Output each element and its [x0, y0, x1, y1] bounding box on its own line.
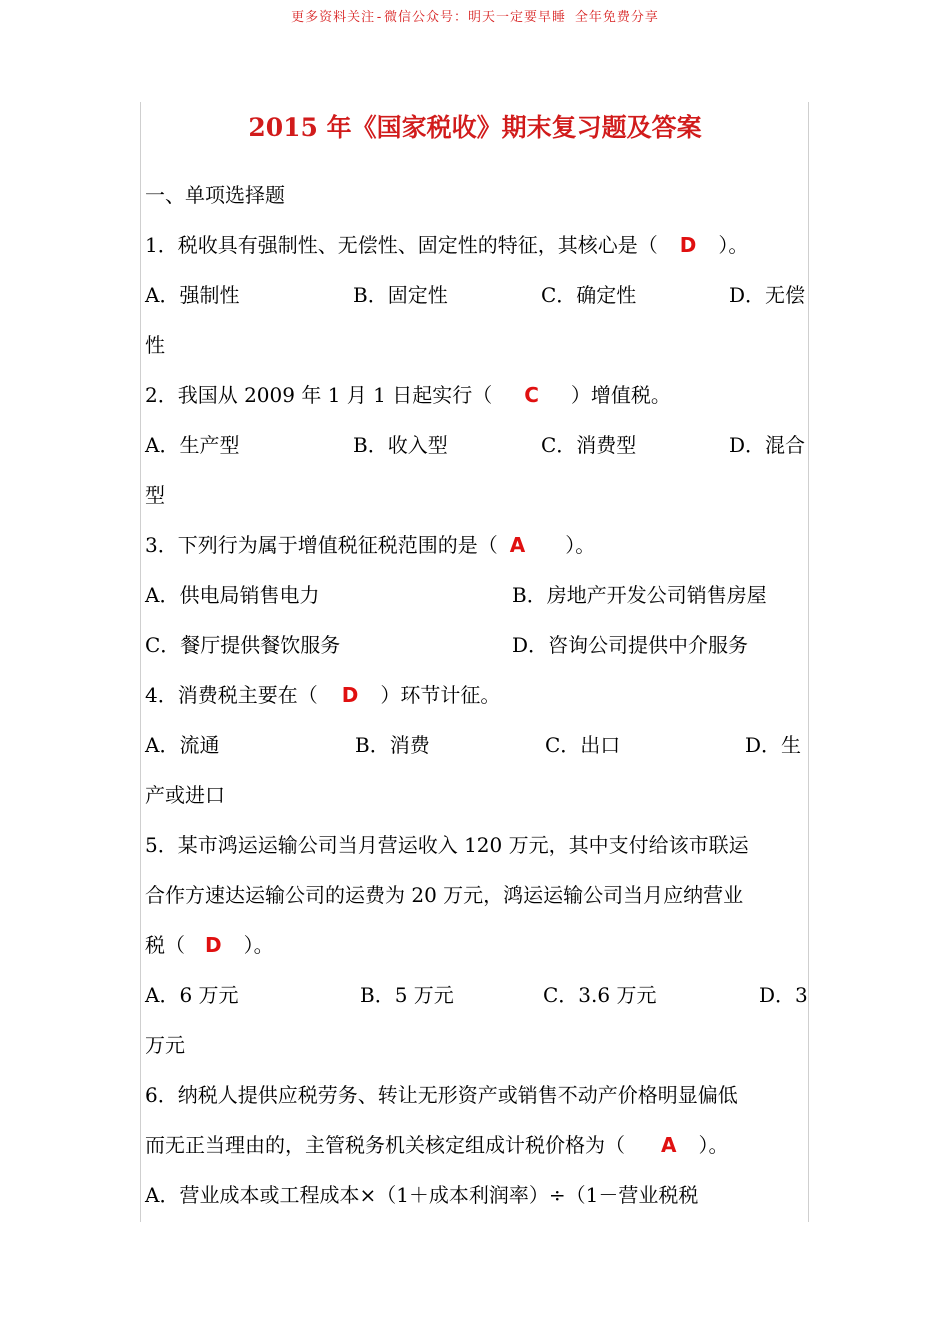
question-4-options [145, 730, 805, 760]
question-6-stem: 而无正当理由的，主管税务机关核定组成计税价格为（ A ）。 [145, 1133, 729, 1157]
question-3-options-row1 [145, 580, 805, 610]
question-3-stem: 3．下列行为属于增值税征税范围的是（ A ）。 [145, 533, 596, 557]
option: A．供电局销售电力 [145, 583, 320, 607]
question-3-options-row2 [145, 630, 805, 660]
question-4-stem: 4．消费税主要在（ D ）环节计征。 [145, 683, 501, 707]
document-title: 2015 年《国家税收》期末复习题及答案 [248, 113, 702, 142]
option: D．混合 [729, 433, 806, 457]
question-6-option-a [145, 1180, 805, 1210]
question-5-wrap: 万元 [145, 1033, 185, 1057]
question-5-stem-line: 合作方速达运输公司的运费为 20 万元，鸿运运输公司当月应纳营业 [145, 883, 744, 907]
option: C．出口 [545, 733, 621, 757]
answer-1: D [679, 233, 697, 257]
answer-2: C [524, 383, 539, 407]
question-2-stem: 2．我国从 2009 年 1 月 1 日起实行（ C ）增值税。 [145, 383, 671, 407]
option: A．6 万元 [145, 983, 239, 1007]
option: D．咨询公司提供中介服务 [512, 633, 749, 657]
option: B．房地产开发公司销售房屋 [512, 583, 767, 607]
answer-4: D [341, 683, 359, 707]
question-5-options [145, 980, 808, 1010]
option: D．3 [759, 983, 808, 1007]
answer-3: A [509, 533, 526, 557]
answer-5: D [205, 933, 222, 957]
question-4-wrap: 产或进口 [145, 783, 225, 807]
question-1-stem: 1．税收具有强制性、无偿性、固定性的特征，其核心是（ D ）。 [145, 233, 749, 257]
answer-6: A [661, 1133, 677, 1157]
option: A．流通 [145, 733, 220, 757]
option: C．餐厅提供餐饮服务 [145, 633, 341, 657]
option: B．固定性 [353, 283, 448, 307]
option: D．生 [745, 733, 802, 757]
option: A．营业成本或工程成本×（1＋成本利润率）÷（1－营业税税 [145, 1183, 699, 1207]
option: B．5 万元 [360, 983, 454, 1007]
question-1-wrap: 性 [145, 333, 165, 357]
option: C．3.6 万元 [543, 983, 657, 1007]
question-2-options [145, 430, 805, 460]
question-6-stem-line: 6．纳税人提供应税劳务、转让无形资产或销售不动产价格明显偏低 [145, 1083, 738, 1107]
option: B．收入型 [353, 433, 448, 457]
option: C．确定性 [541, 283, 637, 307]
option: A．强制性 [145, 283, 240, 307]
option: B．消费 [355, 733, 430, 757]
option: A．生产型 [145, 433, 240, 457]
option: D．无偿 [729, 283, 806, 307]
question-2-wrap: 型 [145, 483, 165, 507]
question-1-options [145, 280, 805, 310]
option: C．消费型 [541, 433, 637, 457]
section-heading: 一、单项选择题 [145, 183, 285, 207]
question-5-stem: 税（ D ）。 [145, 933, 274, 957]
question-5-stem-line: 5．某市鸿运运输公司当月营运收入 120 万元，其中支付给该市联运 [145, 833, 749, 857]
header-banner: 更多资料关注-微信公众号：明天一定要早睡 全年免费分享 [291, 10, 659, 25]
